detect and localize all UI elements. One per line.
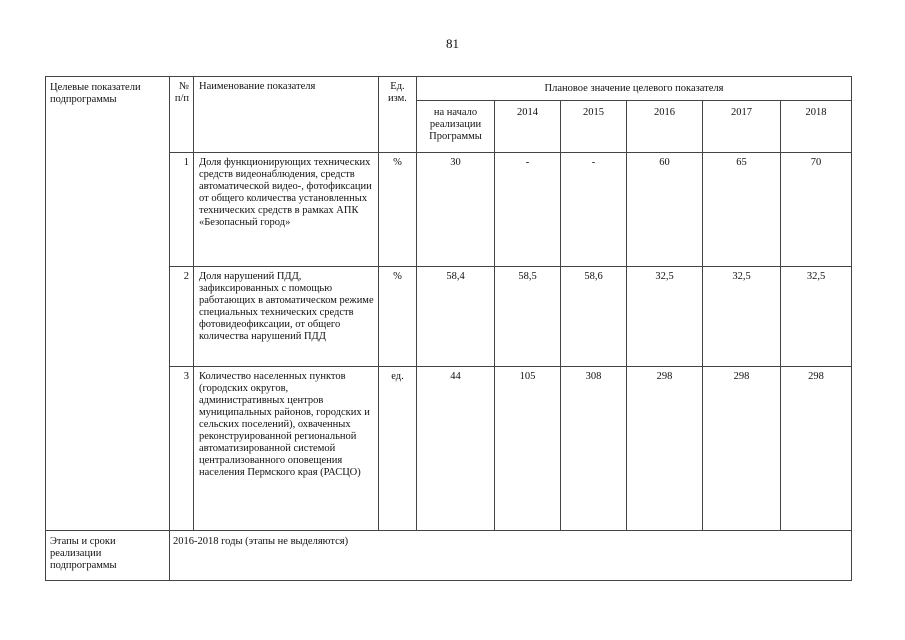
header-year: 2018 xyxy=(781,101,852,153)
row-value: 30 xyxy=(417,153,495,267)
header-year: 2014 xyxy=(495,101,561,153)
row-value: 60 xyxy=(627,153,703,267)
stages-label: Этапы и сроки реализации подпрограммы xyxy=(46,531,170,581)
row-value: 308 xyxy=(561,367,627,531)
row-value: 65 xyxy=(703,153,781,267)
header-year: 2016 xyxy=(627,101,703,153)
row-value: 58,5 xyxy=(495,267,561,367)
header-name: Наименование показателя xyxy=(194,77,379,153)
row-unit: % xyxy=(379,153,417,267)
row-value: 298 xyxy=(703,367,781,531)
page-number: 81 xyxy=(446,36,459,51)
header-num: № п/п xyxy=(170,77,194,153)
row-value: 105 xyxy=(495,367,561,531)
header-year: 2017 xyxy=(703,101,781,153)
stages-row xyxy=(46,531,852,581)
row-value: 70 xyxy=(781,153,852,267)
row-unit: % xyxy=(379,267,417,367)
row-num: 1 xyxy=(170,153,194,267)
targets-label: Целевые показатели подпрограммы xyxy=(46,77,170,531)
row-value: 32,5 xyxy=(781,267,852,367)
row-num: 3 xyxy=(170,367,194,531)
row-num: 2 xyxy=(170,267,194,367)
row-value: 58,6 xyxy=(561,267,627,367)
row-value: 298 xyxy=(627,367,703,531)
targets-table xyxy=(45,76,852,581)
header-unit: Ед. изм. xyxy=(379,77,417,153)
row-name: Количество населенных пунктов (городских округов, административных центров муниципальных районов, городских и сельских поселений), охваченных реконструированной региональной автоматизированной системой централизованного оповещения населения Пермского края (РАСЦО) xyxy=(194,367,379,531)
row-value: 32,5 xyxy=(703,267,781,367)
row-value: 298 xyxy=(781,367,852,531)
header-start: на начало реализации Программы xyxy=(417,101,495,153)
header-plan: Плановое значение целевого показателя xyxy=(417,77,852,101)
row-value: 32,5 xyxy=(627,267,703,367)
row-name: Доля функционирующих технических средств видеонаблюдения, средств автоматической видео-, фотофиксации от общего количества установленных технических средств в рамках АПК «Безопасный город» xyxy=(194,153,379,267)
row-value: 44 xyxy=(417,367,495,531)
row-value: - xyxy=(561,153,627,267)
row-value: - xyxy=(495,153,561,267)
row-unit: ед. xyxy=(379,367,417,531)
stages-value: 2016-2018 годы (этапы не выделяются) xyxy=(170,531,852,581)
header-year: 2015 xyxy=(561,101,627,153)
row-name: Доля нарушений ПДД, зафиксированных с помощью работающих в автоматическом режиме специальных технических средств фотовидеофиксации, от общего количества нарушений ПДД xyxy=(194,267,379,367)
row-value: 58,4 xyxy=(417,267,495,367)
